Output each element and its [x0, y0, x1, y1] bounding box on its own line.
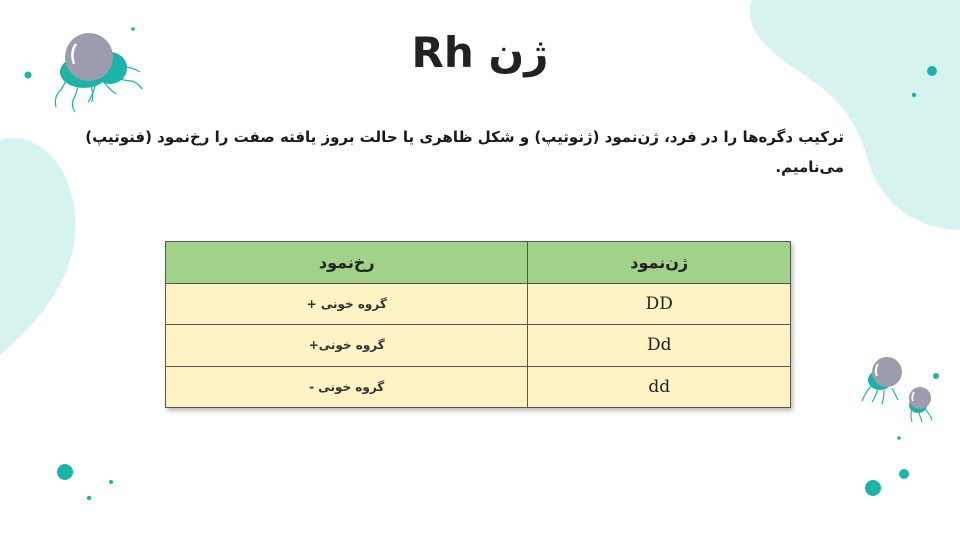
genotype-cell: Dd	[528, 325, 791, 366]
table-row	[166, 284, 791, 325]
dot	[912, 93, 916, 97]
table-row	[166, 325, 791, 366]
table-header-row	[166, 242, 791, 284]
header-phenotype: رخ‌نمود	[166, 242, 528, 284]
mint-blob-left	[0, 138, 75, 355]
dot	[57, 464, 73, 480]
phenotype-cell: گروه خونی -	[166, 366, 528, 407]
genotype-cell: dd	[528, 366, 791, 407]
jellyfish-icon	[862, 357, 902, 404]
phenotype-cell: گروه خونی +	[166, 284, 528, 325]
jellyfish-icon	[909, 387, 932, 422]
header-genotype: ژن‌نمود	[528, 242, 791, 284]
table-row	[166, 366, 791, 407]
genotype-cell: DD	[528, 284, 791, 325]
dot	[899, 469, 909, 479]
dot	[865, 480, 881, 496]
rh-genotype-table	[165, 241, 791, 408]
definition-paragraph: ترکیب دگره‌ها را در فرد، ژن‌نمود (ژنوتیپ) و شکل ظاهری یا حالت بروز یافته صفت را رخ‌نمود (فنوتیپ) می‌نامیم.	[85, 128, 844, 176]
slide-title: ژن Rh	[411, 28, 549, 77]
dot	[933, 373, 939, 379]
phenotype-cell: گروه خونی+	[166, 325, 528, 366]
dot	[897, 436, 901, 440]
dot	[87, 496, 91, 500]
dot	[109, 480, 113, 484]
